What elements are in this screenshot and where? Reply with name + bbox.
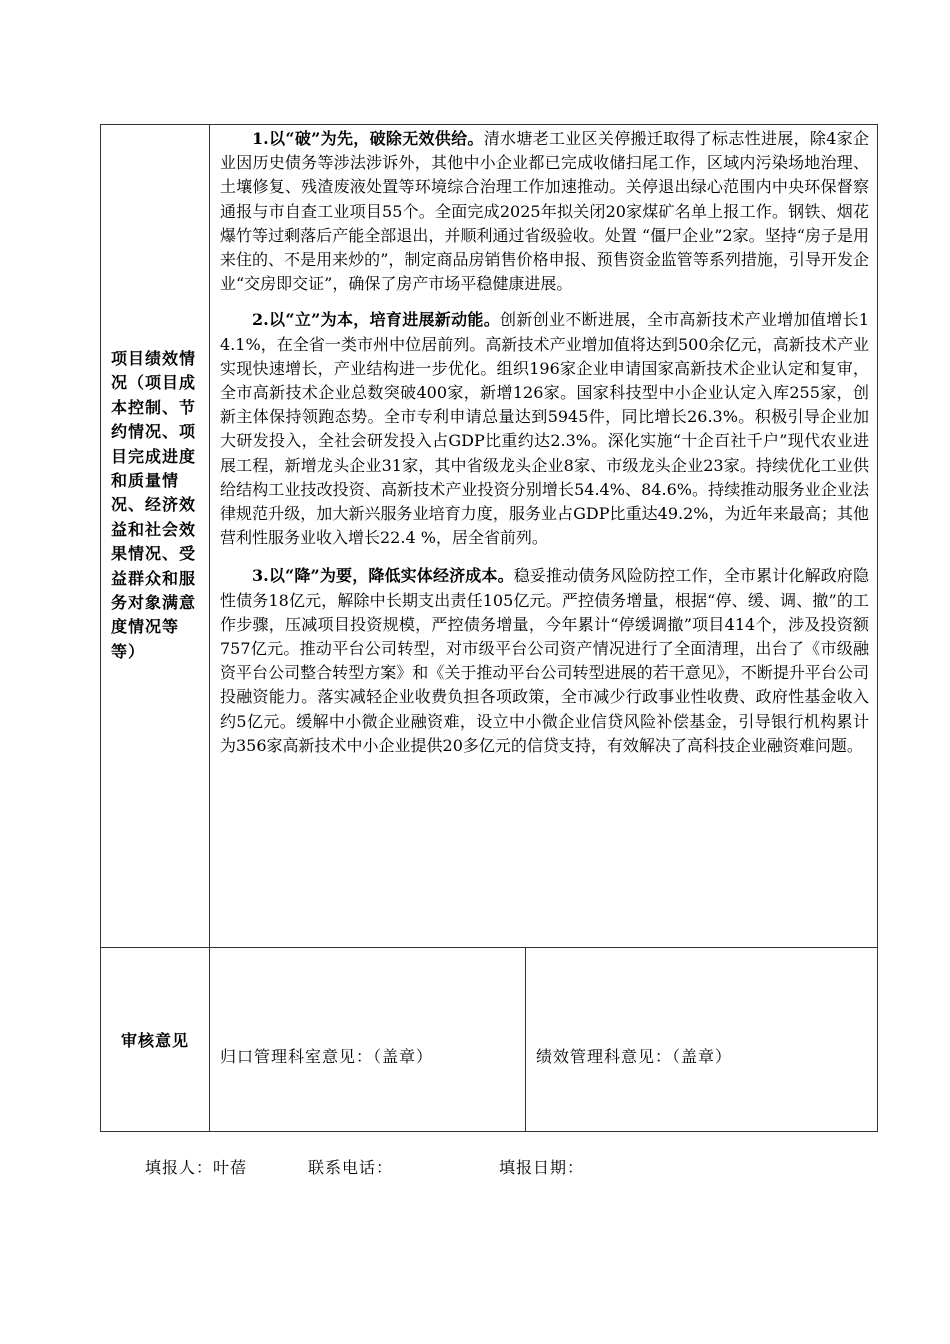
performance-label-cell — [101, 125, 210, 948]
review-row — [101, 948, 878, 1132]
paragraph-1-heading: 1.以“破”为先，破除无效供给。 — [252, 129, 484, 148]
performance-label: 项目绩效情况（项目成本控制、节约情况、项目完成进度和质量情况、经济效益和社会效果情况、受益群众和服务对象满意度情况等等） — [111, 349, 197, 661]
paragraph-2-text: 创新创业不断进展，全市高新技术产业增加值增长14.1%，在全省一类市州中位居前列。高新技术产业增加值将达到500余亿元，高新技术产业实现快速增长，产业结构进一步优化。组织196家企业申请国家高新技术企业认定和复审，全市高新技术企业总数突破400家，新增126家。国家科技型中小企业认定入库255家，创新主体保持领跑态势。全市专利申请总量达到5945件，同比增长26.3%。积极引导企业加大研发投入，全社会研发投入占GDP比重约达2.3%。深化实施“十企百社千户”现代农业进展工程，新增龙头企业31家，其中省级龙头企业8家、市级龙头企业23家。持续优化工业供给结构工业技改投资、高新技术产业投资分别增长54.4%、84.6%。持续推动服务业企业法律规范升级，加大新兴服务业培育力度，服务业占GDP比重达49.2%，为近年来最高；其他营利性服务业收入增长22.4 %，居全省前列。 — [220, 310, 870, 548]
performance-content-cell — [210, 125, 878, 948]
paragraph-2-heading: 2.以“立”为本，培育进展新动能。 — [252, 310, 501, 330]
paragraph-3-heading: 3.以“降”为要，降低实体经济成本。 — [252, 566, 514, 586]
paragraph-1 — [220, 125, 869, 296]
review-label: 审核意见 — [101, 948, 210, 1132]
paragraph-3 — [220, 564, 869, 758]
phone-label: 联系电话： — [308, 1158, 394, 1177]
reporter-label: 填报人：叶蓓 — [145, 1158, 248, 1177]
perf-opinion-cell — [526, 948, 878, 1132]
dept-opinion-cell — [210, 948, 526, 1132]
perf-opinion-label: 绩效管理科意见：（盖章） — [536, 1047, 733, 1066]
performance-form-table — [100, 124, 878, 1132]
paragraph-3-text: 稳妥推动债务风险防控工作，全市累计化解政府隐性债务18亿元，解除中长期支出责任105亿元。严控债务增量，根据“停、缓、调、撤”的工作步骤，压减项目投资规模，严控债务增量，今年累计“停缓调撤”项目414个，涉及投资额757亿元。推动平台公司转型，对市级平台公司资产情况进行了全面清理，出台了《市级融资平台公司整合转型方案》和《关于推动平台公司转型进展的若干意见》，不断提升平台公司投融资能力。落实减轻企业收费负担各项政策，全市减少行政事业性收费、政府性基金收入约5亿元。缓解中小微企业融资难，设立中小微企业信贷风险补偿基金，引导银行机构累计为356家高新技术中小企业提供20多亿元的信贷支持，有效解决了高科技企业融资难问题。 — [220, 566, 870, 755]
paragraph-2 — [220, 308, 869, 550]
dept-opinion-label: 归口管理科室意见：（盖章） — [220, 1047, 434, 1066]
paragraph-1-text: 清水塘老工业区关停搬迁取得了标志性进展，除4家企业因历史债务等涉法涉诉外，其他中小企业都已完成收储扫尾工作，区域内污染场地治理、土壤修复、残渣废液处置等环境综合治理工作加速推动。关停退出绿心范围内中央环保督察通报与市自查工业项目55个。全面完成2025年拟关闭20家煤矿名单上报工作。钢铁、烟花爆竹等过剩落后产能全部退出，并顺利通过省级验收。处置 “僵尸企业”2家。坚持“房子是用来住的、不是用来炒的”，制定商品房销售价格申报、预售资金监管等系列措施，引导开发企业“交房即交证”，确保了房产市场平稳健康进展。 — [220, 129, 870, 294]
date-label: 填报日期： — [499, 1158, 585, 1177]
performance-row — [101, 125, 878, 948]
